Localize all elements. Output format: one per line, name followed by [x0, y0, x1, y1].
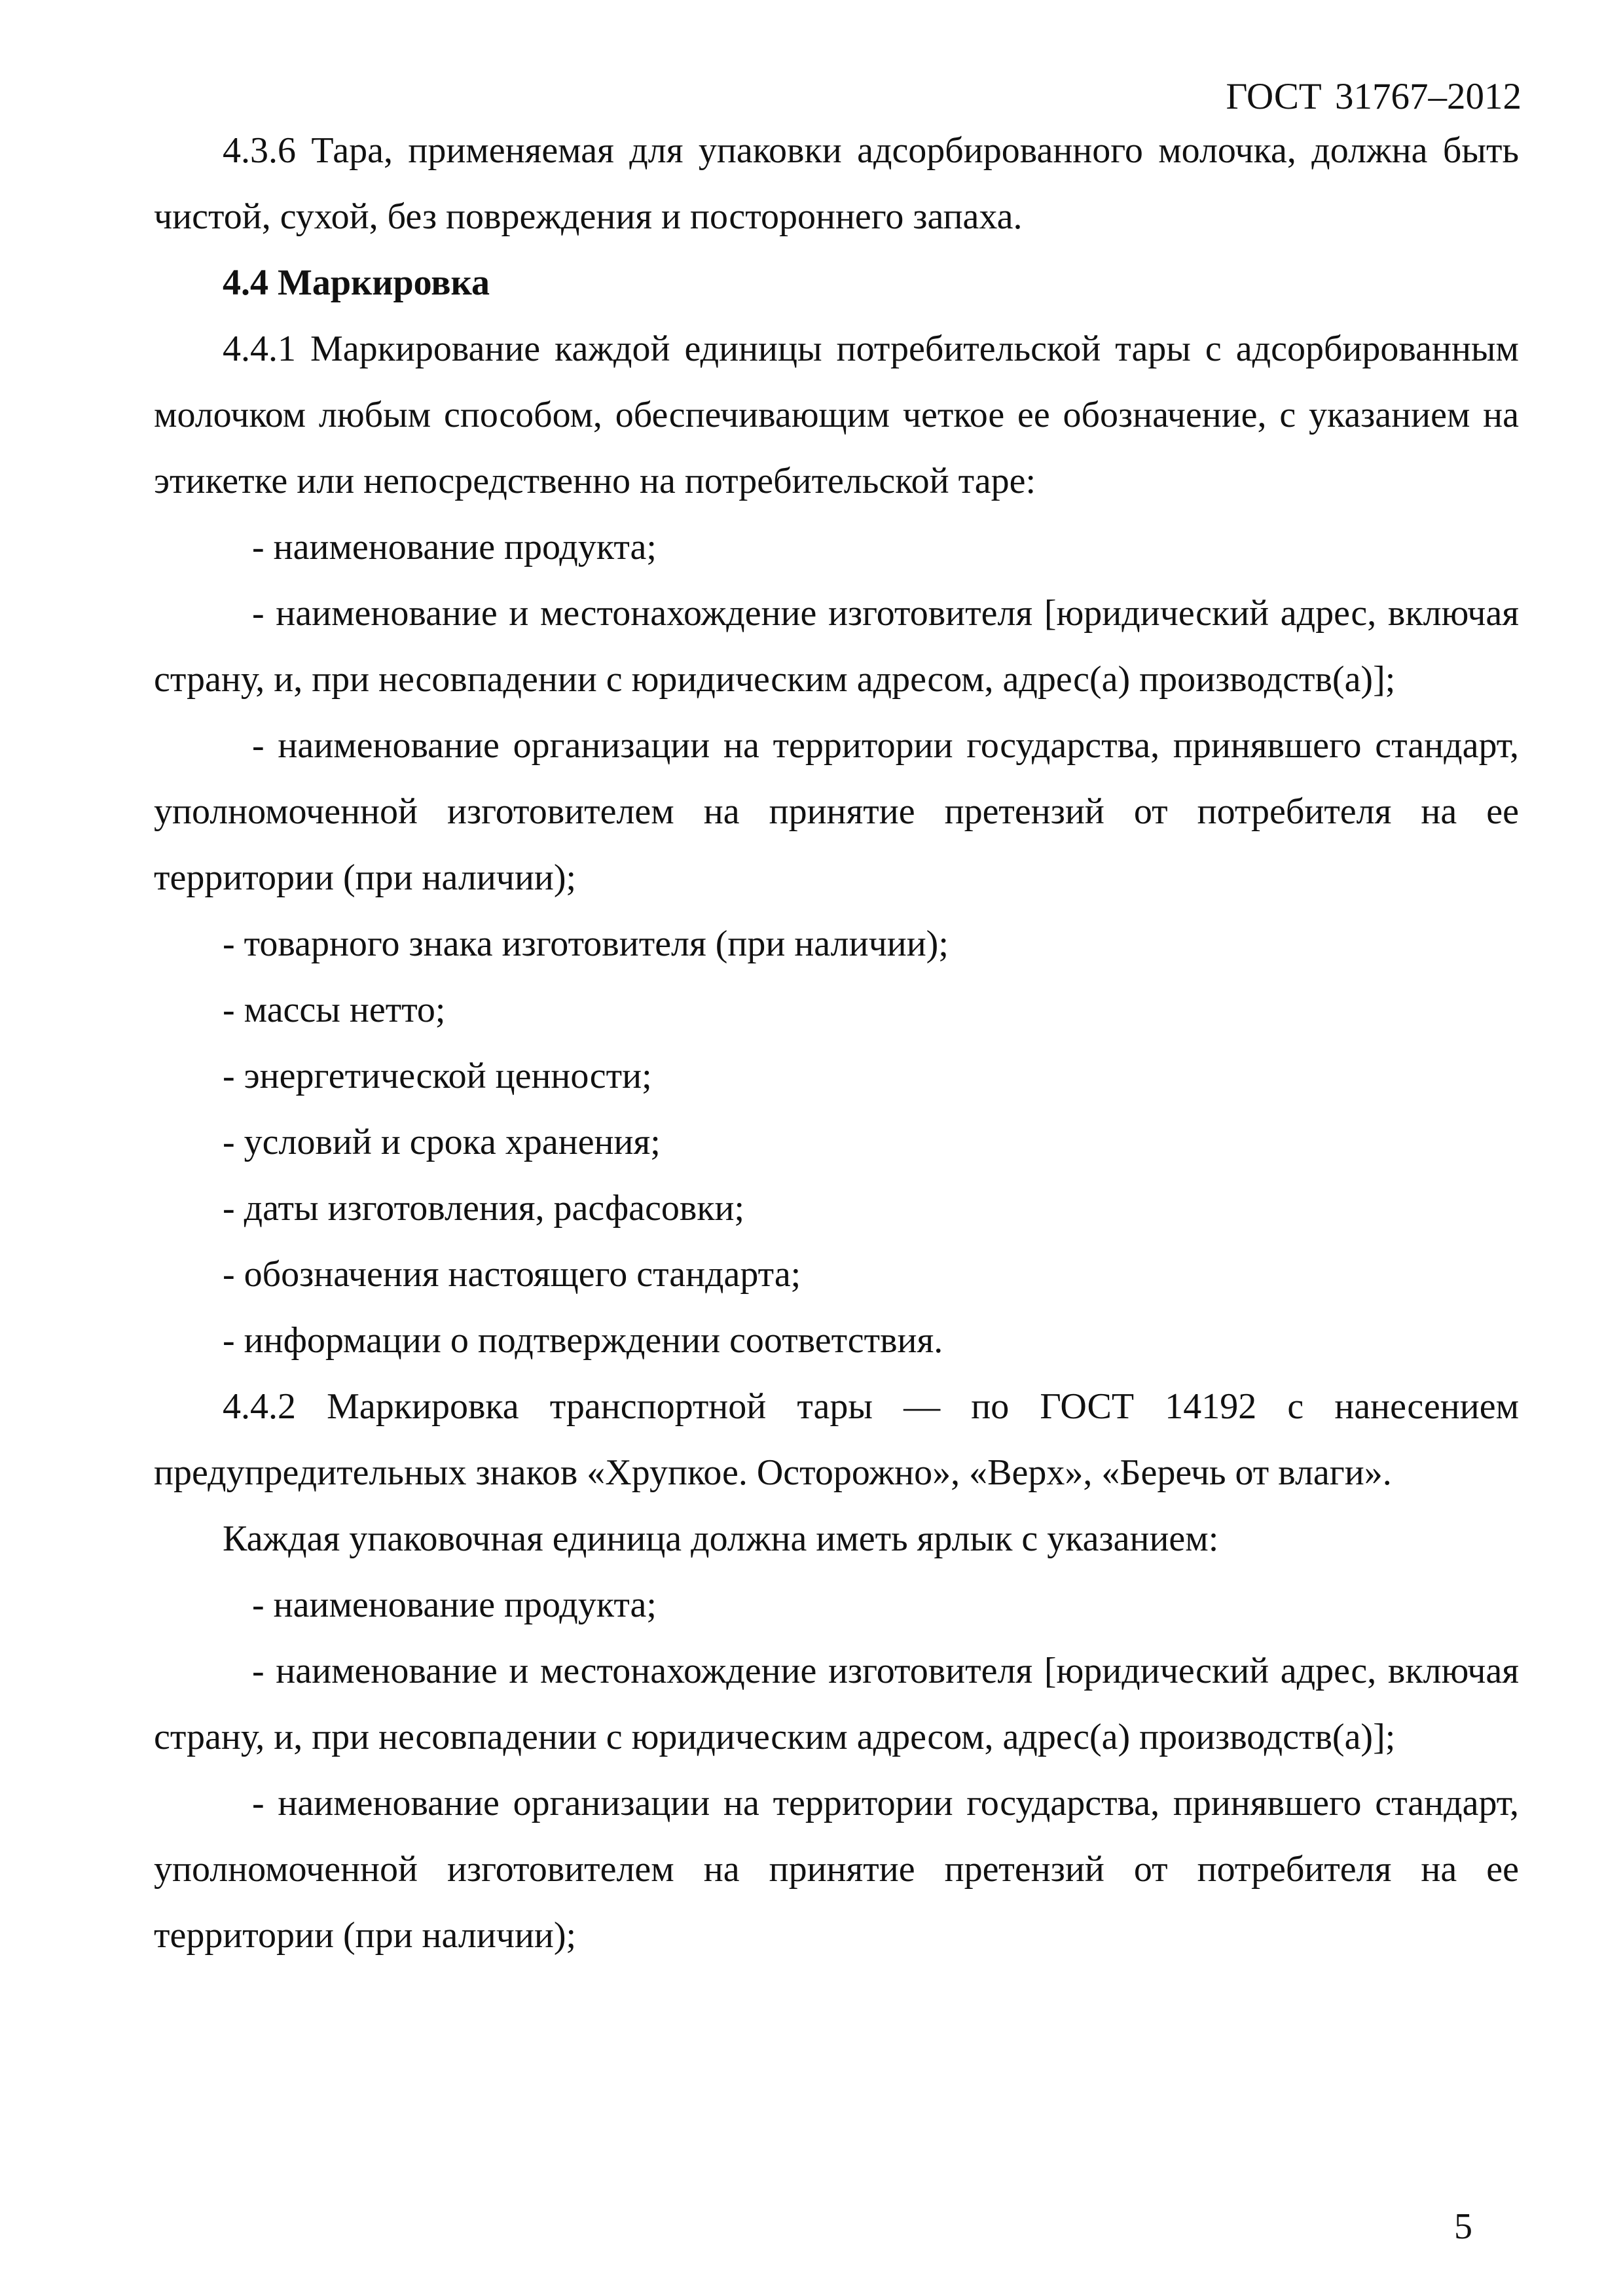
list-item: - наименование и местонахождение изготовителя [юридический адрес, включая страну, и, при несовпадении с юридическим адресом, адрес(а) производств(а)];	[154, 593, 1519, 700]
list-item: - наименование организации на территории государства, принявшего стандарт, уполномоченной изготовителем на принятие претензий от потребителя на ее территории (при наличии);	[154, 1783, 1519, 1956]
paragraph-4-4-1: 4.4.1 Маркирование каждой единицы потребительской тары с адсорбированным молочком любым способом, обеспечивающим четкое ее обозначение, с указанием на этикетке или непосредственно на потребительской таре:	[154, 329, 1519, 501]
paragraph-4-3-6: 4.3.6 Тара, применяемая для упаковки адсорбированного молочка, должна быть чистой, сухой, без повреждения и постороннего запаха.	[154, 130, 1519, 237]
list-item: - наименование продукта;	[252, 1585, 657, 1625]
page-number: 5	[1454, 2206, 1472, 2247]
list-item: - массы нетто;	[223, 990, 446, 1030]
list-item: - наименование и местонахождение изготовителя [юридический адрес, включая страну, и, при несовпадении с юридическим адресом, адрес(а) производств(а)];	[154, 1651, 1519, 1757]
list-item: - энергетической ценности;	[223, 1056, 652, 1096]
page-body	[154, 118, 1519, 1969]
list-item: - товарного знака изготовителя (при наличии);	[223, 924, 949, 964]
list-item: - наименование продукта;	[252, 527, 657, 567]
document-code-header: ГОСТ 31767–2012	[1226, 76, 1522, 117]
paragraph-4-4-2: 4.4.2 Маркировка транспортной тары — по ГОСТ 14192 с нанесением предупредительных знаков «Хрупкое. Осторожно», «Верх», «Беречь от влаги».	[154, 1386, 1519, 1493]
list-item: - даты изготовления, расфасовки;	[223, 1188, 745, 1229]
list-item: - наименование организации на территории государства, принявшего стандарт, уполномоченной изготовителем на принятие претензий от потребителя на ее территории (при наличии);	[154, 725, 1519, 898]
list-item: - условий и срока хранения;	[223, 1122, 661, 1162]
list-item: - информации о подтверждении соответствия.	[223, 1320, 943, 1361]
section-heading-4-4: 4.4 Маркировка	[223, 262, 490, 303]
list-item: - обозначения настоящего стандарта;	[223, 1254, 801, 1295]
paragraph-label-requirements: Каждая упаковочная единица должна иметь ярлык с указанием:	[223, 1518, 1219, 1559]
